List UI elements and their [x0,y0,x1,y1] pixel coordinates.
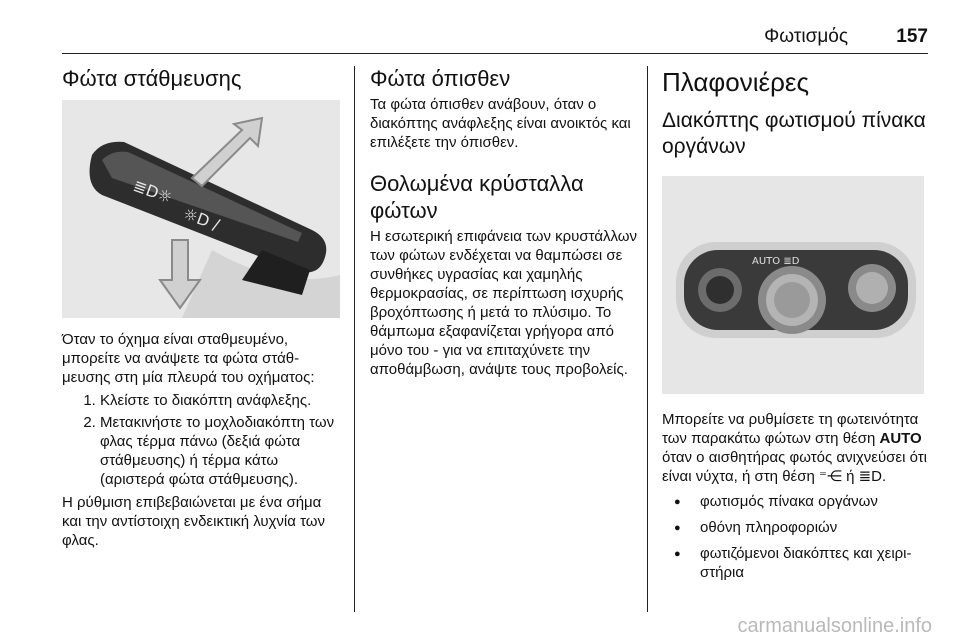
lights-symbol-icon: ⁼⋲ ή ≣D. [819,468,887,485]
turn-signal-stalk-icon [62,100,340,318]
column-divider [354,66,355,612]
stalk-illustration [62,100,340,318]
header-rule [62,53,928,54]
heading-parking-lights: Φώτα στάθμευσης [62,66,242,91]
column-divider [647,66,648,612]
column-parking-lights [62,66,342,550]
reversing-text: Τα φώτα όπισθεν ανάβουν, όταν ο διακόπτης ανάφλεξης είναι ανοικτός και επιλέξετε την όπισθεν. [370,96,631,151]
list-item: ● φωτιζόμενοι διακόπτες και χειριστήρια [700,544,932,582]
list-item: 1. Κλείστε το διακόπτη ανάφλεξης. [100,391,342,410]
page-number: 157 [896,26,928,47]
heading-interior-lights: Πλαφονιέρες [662,67,810,97]
list-item: 2. Μετακινήστε το μοχλοδιακόπτη των φλας τέρμα πάνω (δεξιά φώτα στάθμευσης) ή τέρμα κάτω (αριστερά φώτα στάθμευσης). [100,413,342,489]
heading-reversing-lights: Φώτα όπισθεν [370,66,511,91]
auto-label: AUTO [879,430,922,447]
svg-text:≣D☼: ≣D☼ [130,175,175,208]
svg-text:AUTO ≣D: AUTO ≣D [752,256,800,267]
page-header [0,26,960,56]
fogged-lenses-text: Η εσωτερική επιφάνεια των κρυστάλλων των φώτων ενδέχεται να θαμπώσει σε συνθήκες υγρασίας και χαμηλής θερμοκρασίας, σε περίπτωση ισχυρής βροχόπτωσης ή μετά το πλύσιμο. Το θάμπωμα εξαφανίζεται γρήγορα από μόνο του - για να επιταχύνετε την αποθάμβωση, ανάψτε τους προβολείς. [370,228,638,378]
heading-fogged-lenses: Θολωμένα κρύσταλλα φώτων [370,171,584,223]
parking-steps [62,391,342,489]
dimmable-items-list [662,492,932,582]
dimmer-switch-illustration [662,176,924,394]
column-reversing-lights [370,66,638,379]
parking-intro: Όταν το όχημα είναι σταθμευμένο, μπορείτε να ανάψετε τα φώτα στάθμευσης στη μία πλευρά του οχήματος: [62,331,315,386]
dimmer-text: Μπορείτε να ρυθμίσετε τη φωτεινότητα των παρακάτω φώτων στη θέση AUTO όταν ο αισθητήρας φωτός ανιχνεύσει ότι είναι νύχτα, ή στη θέση ⁼⋲ ή ≣D. [662,411,927,485]
svg-text:☼D /: ☼D / [180,203,223,235]
watermark: carmanualsonline.info [737,615,932,637]
heading-instrument-switch: Διακόπτης φωτισμού πίνακα οργάνων [662,109,926,158]
list-item: ● οθόνη πληροφοριών [700,518,932,537]
light-switch-panel-icon [662,176,924,394]
section-title: Φωτισμός [764,26,848,47]
parking-outro: Η ρύθμιση επιβεβαιώνεται με ένα σήμα και την αντίστοιχη ενδεικτική λυχνία των φλας. [62,494,326,549]
column-interior-lights [662,66,932,589]
list-item: ● φωτισμός πίνακα οργάνων [700,492,932,511]
